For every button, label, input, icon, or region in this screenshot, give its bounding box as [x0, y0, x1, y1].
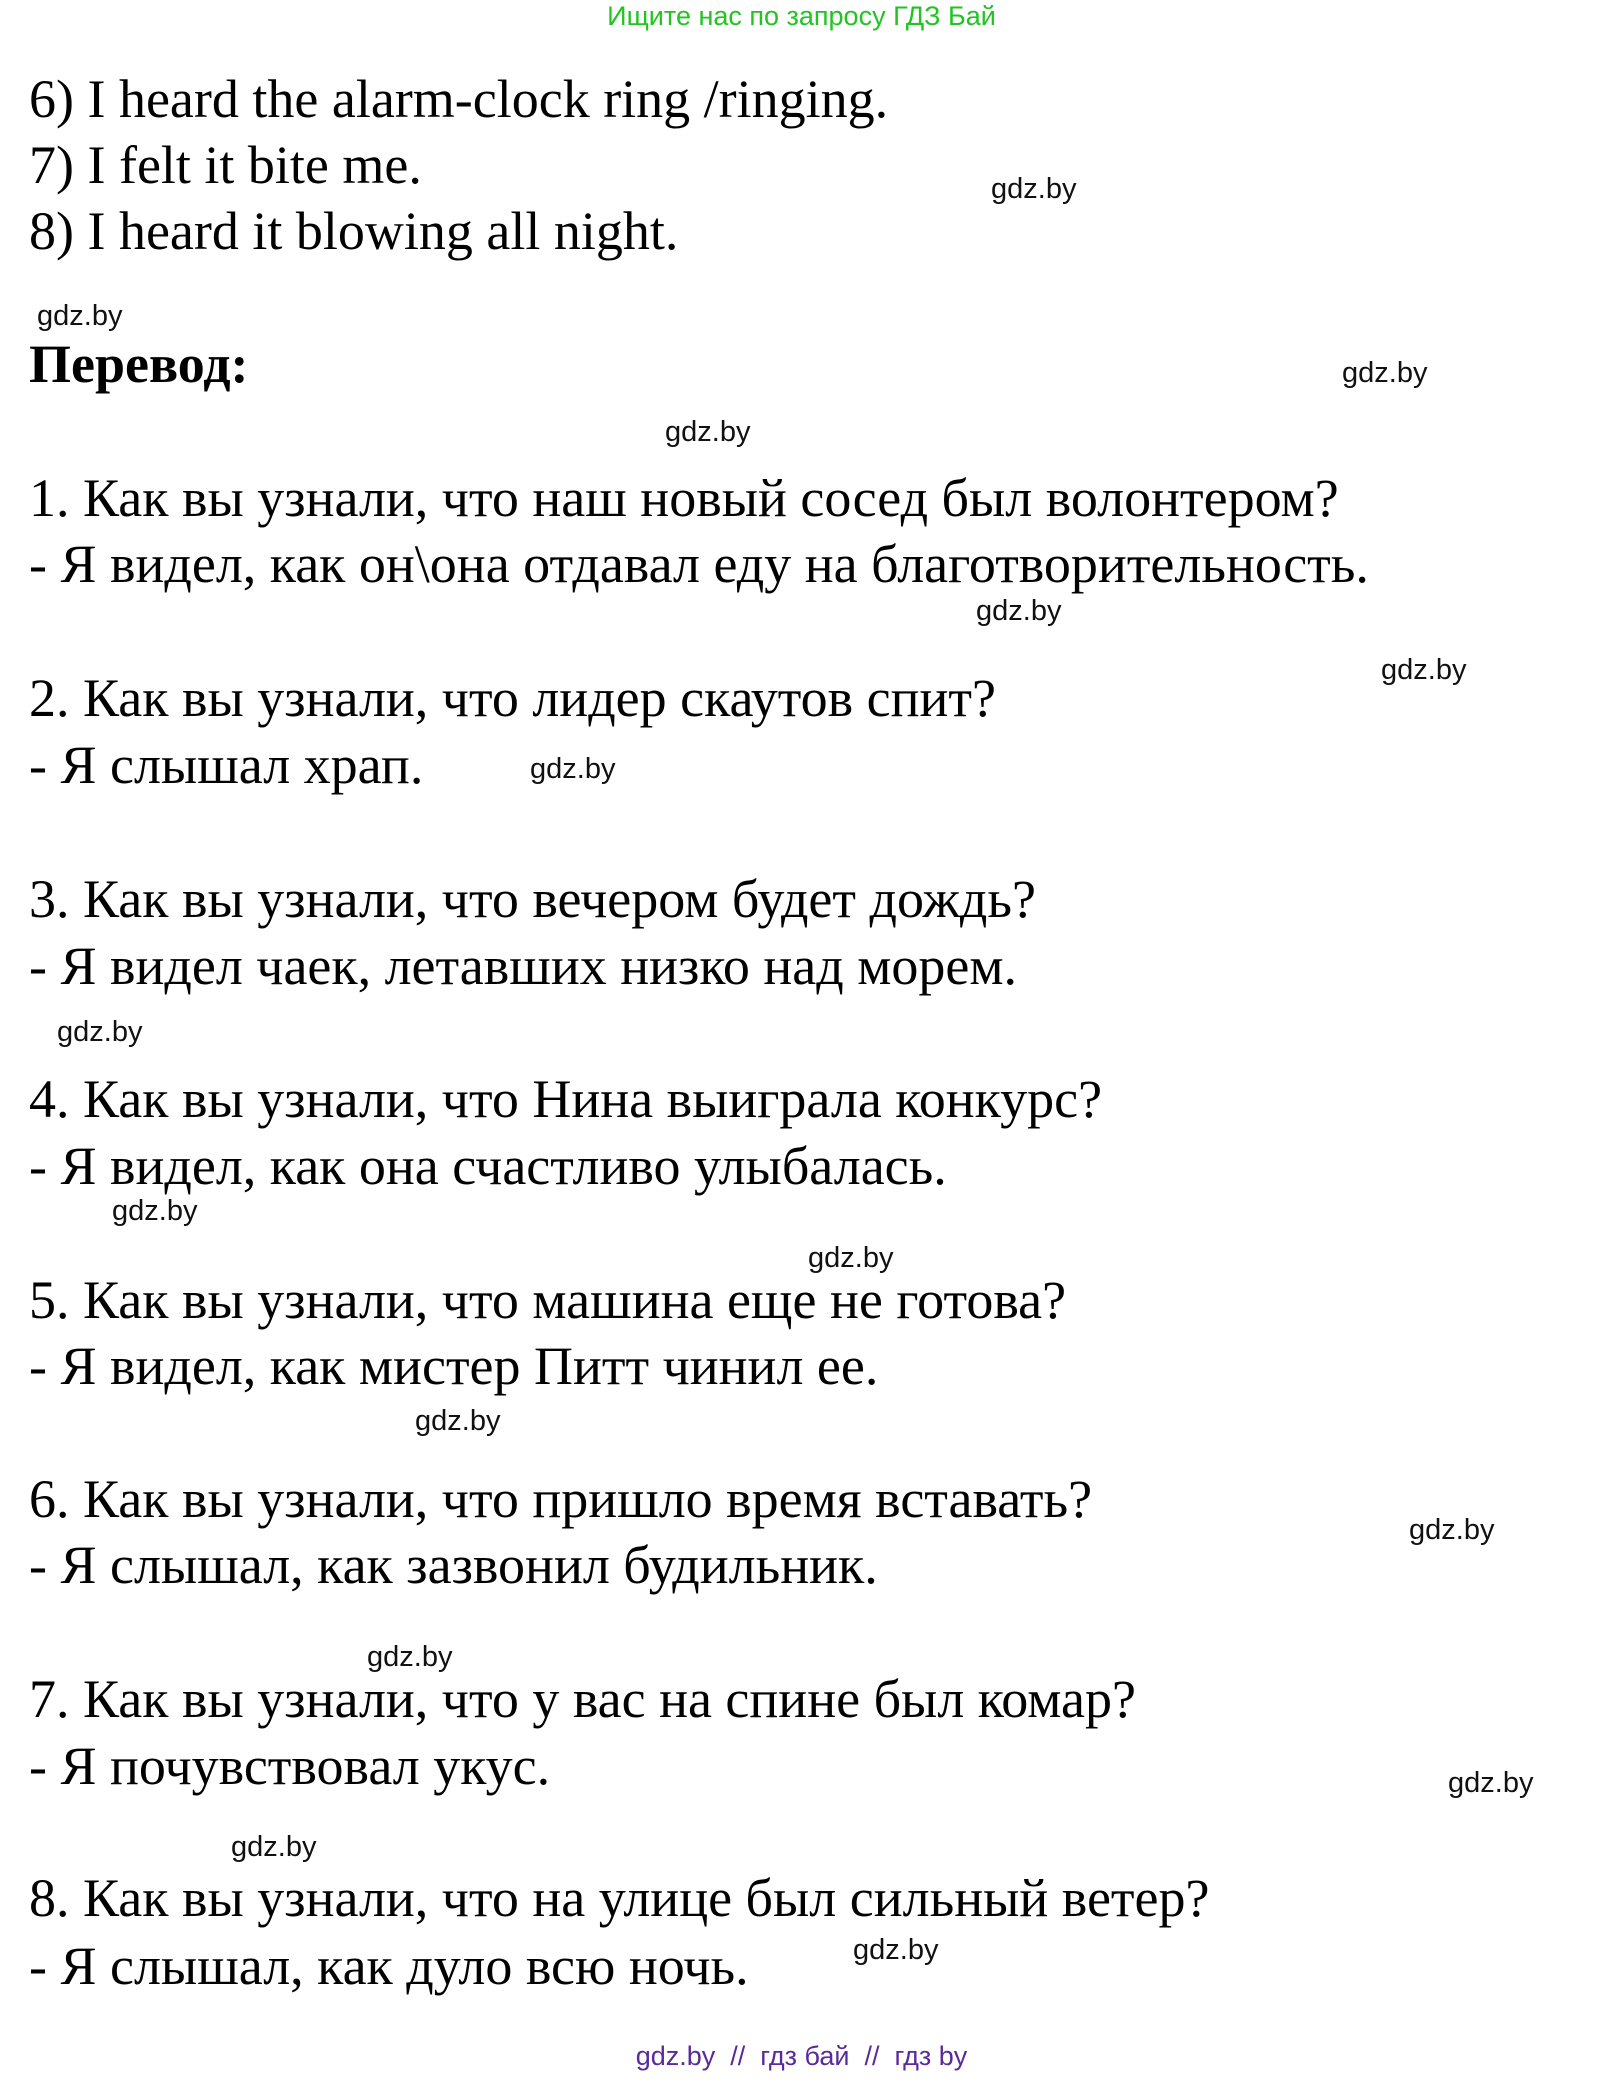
footer-links[interactable]: gdz.by // гдз бай // гдз by — [635, 2041, 968, 2071]
watermark: gdz.by — [1342, 357, 1428, 389]
watermark: gdz.by — [1381, 654, 1467, 686]
question-5: 5. Как вы узнали, что машина еще не готова? — [29, 1270, 1067, 1330]
question-2: 2. Как вы узнали, что лидер скаутов спит? — [29, 668, 996, 728]
watermark: gdz.by — [665, 416, 751, 448]
watermark: gdz.by — [1448, 1767, 1534, 1799]
search-hint-link[interactable]: Ищите нас по запросу ГДЗ Бай — [607, 1, 996, 31]
answer-7: - Я почувствовал укус. — [29, 1736, 551, 1796]
answer-line-8: 8) I heard it blowing all night. — [29, 201, 679, 261]
question-7: 7. Как вы узнали, что у вас на спине был комар? — [29, 1669, 1136, 1729]
answer-8: - Я слышал, как дуло всю ночь. — [29, 1936, 749, 1996]
watermark: gdz.by — [112, 1195, 198, 1227]
answer-2: - Я слышал храп. — [29, 735, 424, 795]
watermark: gdz.by — [853, 1934, 939, 1966]
question-1: 1. Как вы узнали, что наш новый сосед был волонтером? — [29, 468, 1339, 528]
answer-line-6: 6) I heard the alarm-clock ring /ringing. — [29, 69, 889, 129]
watermark: gdz.by — [991, 173, 1077, 205]
answer-1: - Я видел, как он\она отдавал еду на благотворительность. — [29, 534, 1369, 594]
answer-line-7: 7) I felt it bite me. — [29, 135, 422, 195]
watermark: gdz.by — [530, 753, 616, 785]
question-3: 3. Как вы узнали, что вечером будет дождь? — [29, 869, 1036, 929]
answer-6: - Я слышал, как зазвонил будильник. — [29, 1535, 878, 1595]
watermark: gdz.by — [57, 1016, 143, 1048]
answer-4: - Я видел, как она счастливо улыбалась. — [29, 1136, 947, 1196]
watermark: gdz.by — [976, 595, 1062, 627]
question-6: 6. Как вы узнали, что пришло время вставать? — [29, 1469, 1093, 1529]
watermark: gdz.by — [415, 1405, 501, 1437]
answer-5: - Я видел, как мистер Питт чинил ее. — [29, 1336, 879, 1396]
translation-heading: Перевод: — [29, 334, 249, 394]
watermark: gdz.by — [1409, 1514, 1495, 1546]
watermark: gdz.by — [37, 300, 123, 332]
question-4: 4. Как вы узнали, что Нина выиграла конкурс? — [29, 1069, 1103, 1129]
question-8: 8. Как вы узнали, что на улице был сильный ветер? — [29, 1868, 1210, 1928]
watermark: gdz.by — [231, 1831, 317, 1863]
answer-3: - Я видел чаек, летавших низко над морем. — [29, 936, 1018, 996]
watermark: gdz.by — [808, 1242, 894, 1274]
watermark: gdz.by — [367, 1641, 453, 1673]
